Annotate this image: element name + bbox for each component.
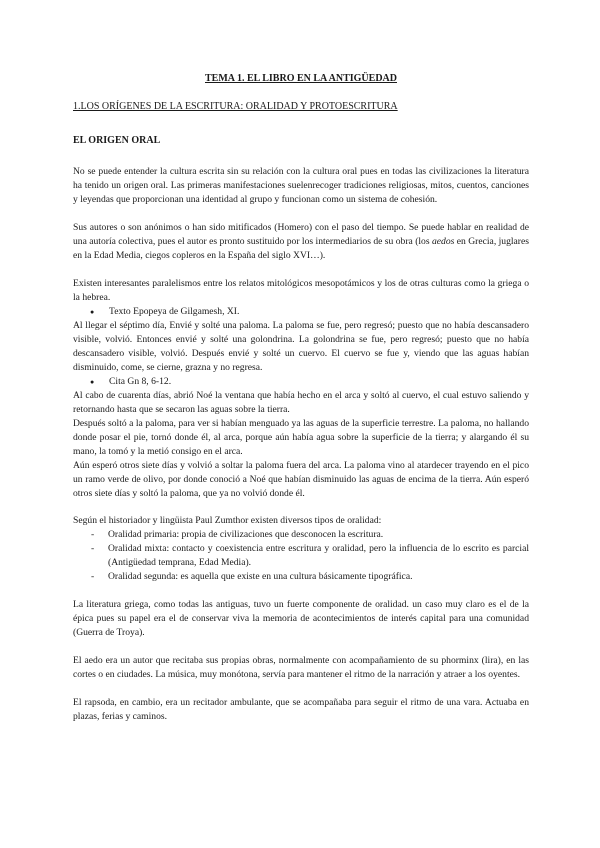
- paragraph-rapsoda: El rapsoda, en cambio, era un recitador ambulante, que se acompañaba para seguir el ritmo de una vara. Actuaba en plazas, ferias y caminos.: [73, 697, 529, 722]
- section-heading: 1.LOS ORÍGENES DE LA ESCRITURA: ORALIDAD Y PROTOESCRITURA: [73, 101, 398, 112]
- paragraph-zumthor: Según el historiador y lingüista Paul Zumthor existen diversos tipos de oralidad:: [73, 515, 382, 526]
- paragraph-literatura-griega: La literatura griega, como todas las antiguas, tuvo un fuerte componente de oralidad. un caso muy claro es el de la épica pues su papel era el de conservar viva la memoria de acontecimientos de interés capital para una comunidad (Guerra de Troya).: [73, 599, 529, 638]
- paragraph-2-text-b: en Grecia, juglares en la Edad Media, ciegos copleros en la España del siglo XVI…).: [73, 236, 529, 261]
- list-item: - Oralidad segunda: es aquella que existe en una cultura básicamente tipográfica.: [73, 570, 529, 584]
- italic-term: aedos: [432, 236, 455, 247]
- bullet-item: ● Texto Epopeya de Gilgamesh, XI.: [73, 305, 529, 319]
- quote-gilgamesh: Al llegar el séptimo día, Envié y solté una paloma. La paloma se fue, pero regresó; puesto que no había descansadero visible, volvió. Entonces envié y solté una golondrina. La golondrina se fue, pero regresó; puesto que no había descansadero visible, volvió. Después envié y solté un cuervo. El cuervo se fue y, viendo que las aguas habían disminuido, come, se cierne, grazna y no regresa.: [73, 320, 529, 373]
- bullet-list-2: [73, 375, 529, 389]
- paragraph-3: Existen interesantes paralelismos entre los relatos mitológicos mesopotámicos y los de otras culturas como la griega o la hebrea.: [73, 278, 529, 303]
- bullet-item: ● Cita Gn 8, 6-12.: [73, 375, 529, 389]
- list-item: - Oralidad primaria: propia de civilizaciones que desconocen la escritura.: [73, 528, 529, 542]
- document-page: [73, 72, 529, 724]
- list-item: - Oralidad mixta: contacto y coexistencia entre escritura y oralidad, pero la influencia de lo escrito es parcial (Antigüedad temprana, Edad Media).: [73, 542, 529, 570]
- quote-genesis-2: Después soltó a la paloma, para ver si habían menguado ya las aguas de la superficie terrestre. La paloma, no hallando donde posar el pie, tornó donde él, al arca, porque aún había agua sobre la superficie de la tierra; y alargando él su mano, la tomó y la metió consigo en el arca.: [73, 418, 529, 457]
- paragraph-2: [73, 221, 529, 263]
- document-title: TEMA 1. EL LIBRO EN LA ANTIGÜEDAD: [205, 73, 397, 84]
- paragraph-2-text-a: Sus autores o son anónimos o han sido mitificados (Homero) con el paso del tiempo. Se puede hablar en realidad de una autoría colectiva, pues el autor es pronto sustituido por los intermediarios de su obra (los: [73, 222, 529, 247]
- quote-genesis-1: Al cabo de cuarenta días, abrió Noé la ventana que había hecho en el arca y soltó al cuervo, el cual estuvo saliendo y retornando hasta que se secaron las aguas sobre la tierra.: [73, 390, 529, 415]
- paragraph-1: No se puede entender la cultura escrita sin su relación con la cultura oral pues en todas las civilizaciones la literatura ha tenido un origen oral. Las primeras manifestaciones suelenrecoger tradiciones religiosas, mitos, cuentos, canciones y leyendas que proporcionan una identidad al grupo y funcionan como un sistema de cohesión.: [73, 166, 529, 205]
- quote-genesis-3: Aún esperó otros siete días y volvió a soltar la paloma fuera del arca. La paloma vino al atardecer trayendo en el pico un ramo verde de olivo, por donde conoció a Noé que habían disminuido las aguas de encima de la tierra. Aún esperó otros siete días y soltó la paloma, que ya no volvió donde él.: [73, 460, 529, 499]
- oralidad-list: [73, 528, 529, 584]
- paragraph-aedo: El aedo era un autor que recitaba sus propias obras, normalmente con acompañamiento de su phorminx (lira), en las cortes o en ciudades. La música, muy monótona, servía para mantener el ritmo de la narración y atraer a los oyentes.: [73, 655, 529, 680]
- bullet-list-1: [73, 305, 529, 319]
- subheading: EL ORIGEN ORAL: [73, 135, 161, 146]
